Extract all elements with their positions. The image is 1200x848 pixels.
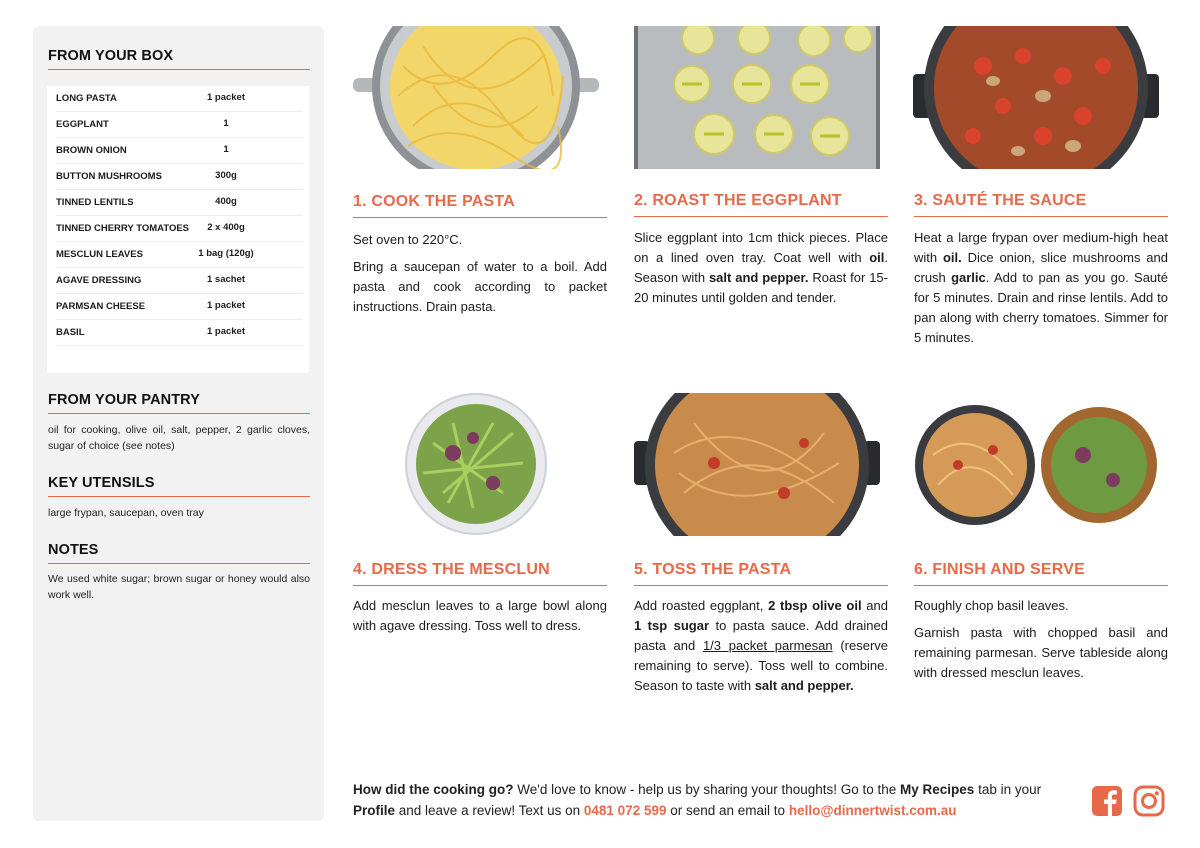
step-6-text: Garnish pasta with chopped basil and remaining parmesan. Serve tableside along with dressed mesclun leaves. xyxy=(914,625,1168,680)
step-2-title: 2. ROAST THE EGGPLANT xyxy=(634,192,888,217)
step-3-text: Dice onion, slice mushrooms and crush xyxy=(914,250,1168,285)
ingredient-row xyxy=(56,320,303,346)
step-3-text: Heat a large frypan over medium-high heat with xyxy=(914,230,1168,265)
ingredient-row xyxy=(56,294,303,320)
ingredient-table xyxy=(47,86,309,373)
pantry-heading: FROM YOUR PANTRY xyxy=(48,392,310,414)
ingredient-name: BROWN ONION xyxy=(56,145,127,156)
step-2-text: Roast for 15-20 minutes until golden and tender. xyxy=(634,270,888,305)
ingredient-qty: 400g xyxy=(215,196,237,207)
facebook-icon[interactable] xyxy=(1091,785,1123,817)
ingredient-row xyxy=(56,86,303,112)
ingredient-qty: 1 xyxy=(223,118,229,129)
footer-text: We'd love to know - help us by sharing your thoughts! Go to the xyxy=(513,782,901,797)
ingredient-row xyxy=(56,112,303,138)
ingredient-row xyxy=(56,242,303,268)
phone-link[interactable]: 0481 072 599 xyxy=(583,803,667,818)
utensils-heading: KEY UTENSILS xyxy=(48,475,310,497)
served-dish-photo xyxy=(913,405,1159,548)
ingredient-qty: 2 x 400g xyxy=(207,222,245,233)
sauce-frypan-photo xyxy=(913,26,1159,169)
step-5-body xyxy=(634,596,888,703)
profile-link[interactable]: Profile xyxy=(353,803,396,818)
step-1-text: Set oven to 220°C. xyxy=(353,232,463,247)
step-4-body xyxy=(353,596,607,643)
mesclun-bowl-photo xyxy=(353,393,599,536)
ingredient-row xyxy=(56,190,303,216)
step-2-body xyxy=(634,228,888,315)
ingredient-qty: 1 bag (120g) xyxy=(198,248,254,259)
step-5-title: 5. TOSS THE PASTA xyxy=(634,561,888,586)
step-4-title: 4. DRESS THE MESCLUN xyxy=(353,561,607,586)
ingredient-qty: 1 packet xyxy=(206,326,246,337)
ingredient-row xyxy=(56,138,303,164)
step-2-bold: oil xyxy=(869,250,885,265)
footer-text: or send an email to xyxy=(666,803,789,818)
step-3-bold: garlic xyxy=(951,270,986,285)
box-heading: FROM YOUR BOX xyxy=(48,48,310,70)
step-5-text: (reserve remaining to serve). Toss well to combine. Season to taste with xyxy=(634,638,888,693)
ingredient-name: LONG PASTA xyxy=(56,93,117,104)
ingredient-qty: 300g xyxy=(215,170,237,181)
ingredient-name: TINNED CHERRY TOMATOES xyxy=(56,223,190,234)
step-5-text: Add roasted eggplant, xyxy=(634,598,769,613)
footer-text: and leave a review! Text us on xyxy=(395,803,584,818)
ingredient-name: PARMSAN CHEESE xyxy=(56,301,146,312)
ingredient-name: TINNED LENTILS xyxy=(56,197,134,208)
step-5-underline: 1/3 packet parmesan xyxy=(702,638,833,653)
step-5-bold: 1 tsp sugar xyxy=(634,618,710,633)
step-4-text: Add mesclun leaves to a large bowl along with agave dressing. Toss well to dress. xyxy=(353,598,607,633)
ingredient-row xyxy=(56,164,303,190)
step-1-text: Bring a saucepan of water to a boil. Add pasta and cook according to packet instructions. Drain pasta. xyxy=(353,259,607,314)
ingredient-name: BASIL xyxy=(56,327,85,338)
step-5-text: to pasta sauce. Add drained pasta and xyxy=(634,618,888,653)
ingredient-name: EGGPLANT xyxy=(56,119,109,130)
step-5-bold: 2 tbsp olive oil xyxy=(768,598,862,613)
email-link[interactable]: hello@dinnertwist.com.au xyxy=(788,803,957,818)
pasta-pot-photo xyxy=(353,26,599,169)
step-6-text: Roughly chop basil leaves. xyxy=(914,598,1069,613)
step-2-text: Slice eggplant into 1cm thick pieces. Place on a lined oven tray. Coat well with xyxy=(634,230,888,265)
ingredient-qty: 1 xyxy=(223,144,229,155)
step-1-title: 1. COOK THE PASTA xyxy=(353,193,607,218)
step-3-title: 3. SAUTÉ THE SAUCE xyxy=(914,192,1168,217)
footer-text: tab in your xyxy=(974,782,1042,797)
footer-question: How did the cooking go? xyxy=(353,782,514,797)
ingredient-name: MESCLUN LEAVES xyxy=(56,249,143,260)
step-3-bold: oil. xyxy=(942,250,962,265)
ingredient-qty: 1 packet xyxy=(206,300,246,311)
step-5-text: and xyxy=(861,598,888,613)
step-1-body xyxy=(353,230,607,324)
notes-heading: NOTES xyxy=(48,542,310,564)
step-6-title: 6. FINISH AND SERVE xyxy=(914,561,1168,586)
ingredient-name: AGAVE DRESSING xyxy=(56,275,142,286)
utensils-text: large frypan, saucepan, oven tray xyxy=(48,507,204,519)
eggplant-tray-photo xyxy=(634,26,880,169)
step-5-bold: salt and pepper. xyxy=(754,678,854,693)
ingredient-name: BUTTON MUSHROOMS xyxy=(56,171,162,182)
instagram-icon[interactable] xyxy=(1133,785,1165,817)
feedback-footer xyxy=(353,779,1073,821)
ingredient-row xyxy=(56,268,303,294)
step-3-body xyxy=(914,228,1168,355)
pantry-text: oil for cooking, olive oil, salt, pepper, 2 garlic cloves, sugar of choice (see notes) xyxy=(48,424,310,452)
tossed-pasta-photo xyxy=(634,393,880,536)
step-3-text: . Add to pan as you go. Sauté for 5 minutes. Drain and rinse lentils. Add to pan along with cherry tomatoes. Simmer for 5 minutes. xyxy=(914,270,1169,345)
step-6-body xyxy=(914,596,1168,690)
ingredient-row xyxy=(56,216,303,242)
step-2-bold: salt and pepper. xyxy=(708,270,809,285)
my-recipes-link[interactable]: My Recipes xyxy=(900,782,975,797)
step-2-text: . Season with xyxy=(634,250,888,285)
sidebar xyxy=(33,26,324,821)
ingredient-qty: 1 packet xyxy=(206,92,246,103)
ingredient-qty: 1 sachet xyxy=(206,274,246,285)
notes-text: We used white sugar; brown sugar or honey would also work well. xyxy=(48,573,310,601)
